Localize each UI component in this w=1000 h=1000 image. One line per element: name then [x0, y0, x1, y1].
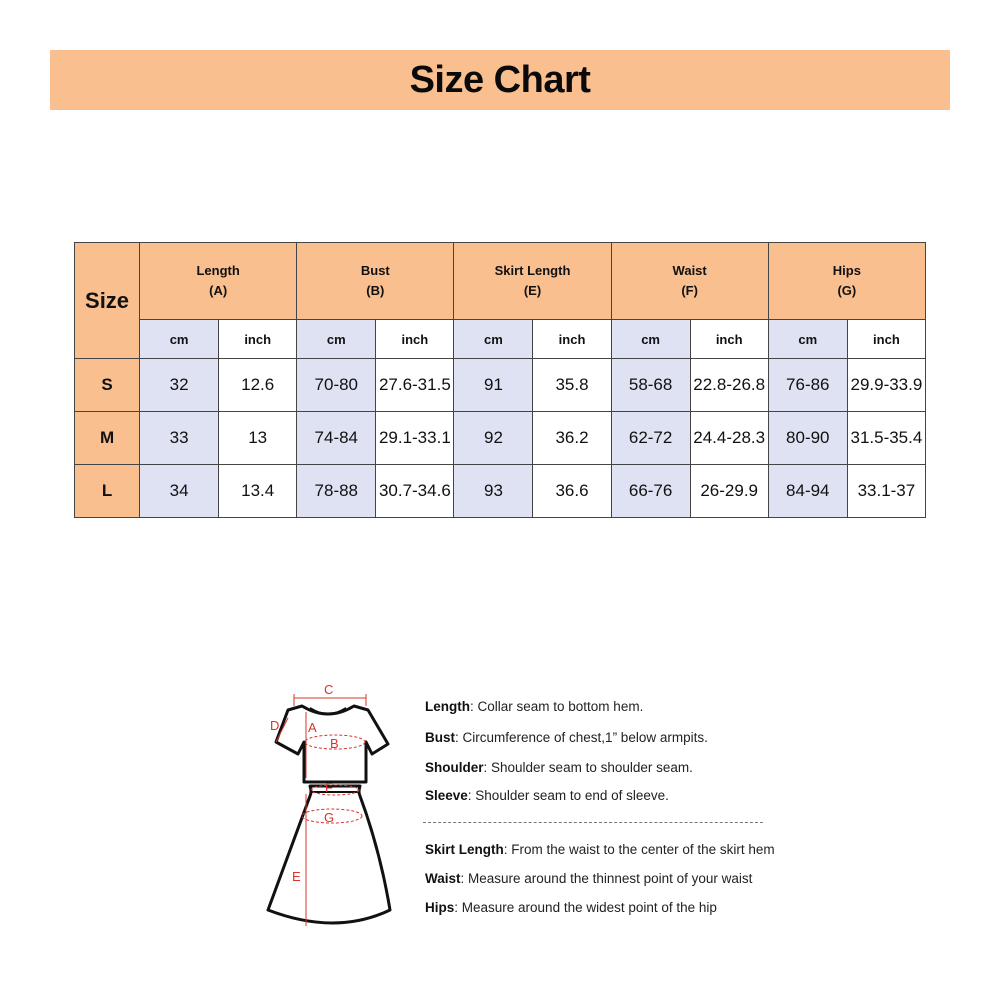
- desc-text: : Shoulder seam to shoulder seam.: [483, 760, 693, 775]
- table-cell: 13: [219, 412, 297, 465]
- table-cell: 93: [454, 465, 533, 518]
- table-cell: 32: [140, 359, 219, 412]
- title-banner: [50, 50, 950, 110]
- table-cell: 74-84: [297, 412, 376, 465]
- desc-text: : Measure around the widest point of the hip: [454, 900, 717, 915]
- desc-text: : From the waist to the center of the skirt hem: [503, 842, 775, 857]
- table-cell: 84-94: [768, 465, 847, 518]
- garment-diagram: [240, 680, 410, 940]
- header-hips: Hips (G): [768, 243, 925, 320]
- table-row: [75, 465, 926, 518]
- desc-shoulder: [425, 760, 693, 775]
- desc-text: : Circumference of chest,1” below armpits.: [455, 730, 708, 745]
- desc-skirt-length: [425, 842, 775, 857]
- page-title: Size Chart: [409, 58, 591, 101]
- desc-term: Length: [425, 699, 470, 714]
- table-cell: 58-68: [611, 359, 690, 412]
- label-d: D: [270, 718, 280, 733]
- unit-cm: cm: [297, 320, 376, 359]
- table-cell: 35.8: [533, 359, 611, 412]
- desc-text: : Shoulder seam to end of sleeve.: [467, 788, 669, 803]
- table-cell: 30.7-34.6: [376, 465, 454, 518]
- desc-term: Sleeve: [425, 788, 468, 803]
- header-skirt-length: Skirt Length (E): [454, 243, 611, 320]
- label-f: F: [325, 780, 333, 795]
- unit-inch: inch: [219, 320, 297, 359]
- desc-text: : Collar seam to bottom hem.: [470, 699, 644, 714]
- desc-waist: [425, 871, 752, 886]
- desc-term: Bust: [425, 730, 455, 745]
- table-cell: 24.4-28.3: [690, 412, 768, 465]
- table-cell: 29.9-33.9: [847, 359, 925, 412]
- label-b: B: [330, 736, 339, 751]
- table-cell: 34: [140, 465, 219, 518]
- skirt-outline: [268, 786, 390, 923]
- table-cell: 33: [140, 412, 219, 465]
- desc-bust: [425, 730, 708, 745]
- desc-sleeve: [425, 788, 669, 803]
- table-row: [75, 412, 926, 465]
- table-cell: 31.5-35.4: [847, 412, 925, 465]
- table-cell: 27.6-31.5: [376, 359, 454, 412]
- table-cell: 36.2: [533, 412, 611, 465]
- dashed-divider: [423, 822, 763, 823]
- label-e: E: [292, 869, 301, 884]
- desc-term: Shoulder: [425, 760, 484, 775]
- table-row: [75, 359, 926, 412]
- header-length: Length (A): [140, 243, 297, 320]
- table-cell: 78-88: [297, 465, 376, 518]
- header-bust: Bust (B): [297, 243, 454, 320]
- unit-inch: inch: [847, 320, 925, 359]
- desc-term: Hips: [425, 900, 455, 915]
- size-table: [74, 242, 926, 518]
- table-cell: 12.6: [219, 359, 297, 412]
- table-cell: 91: [454, 359, 533, 412]
- table-cell: 22.8-26.8: [690, 359, 768, 412]
- unit-cm: cm: [140, 320, 219, 359]
- unit-cm: cm: [768, 320, 847, 359]
- label-a: A: [308, 720, 317, 735]
- unit-inch: inch: [533, 320, 611, 359]
- table-cell: 92: [454, 412, 533, 465]
- unit-inch: inch: [376, 320, 454, 359]
- desc-term: Skirt Length: [425, 842, 504, 857]
- unit-inch: inch: [690, 320, 768, 359]
- label-c: C: [324, 682, 334, 697]
- label-g: G: [324, 810, 335, 825]
- size-header: Size: [75, 243, 140, 359]
- table-cell: 29.1-33.1: [376, 412, 454, 465]
- table-cell: 76-86: [768, 359, 847, 412]
- unit-cm: cm: [611, 320, 690, 359]
- row-size-label: S: [75, 359, 140, 412]
- table-cell: 66-76: [611, 465, 690, 518]
- table-cell: 13.4: [219, 465, 297, 518]
- table-cell: 62-72: [611, 412, 690, 465]
- desc-text: : Measure around the thinnest point of your waist: [460, 871, 753, 886]
- table-cell: 26-29.9: [690, 465, 768, 518]
- desc-hips: [425, 900, 717, 915]
- row-size-label: L: [75, 465, 140, 518]
- desc-term: Waist: [425, 871, 461, 886]
- row-size-label: M: [75, 412, 140, 465]
- table-cell: 33.1-37: [847, 465, 925, 518]
- desc-length: [425, 699, 643, 714]
- table-cell: 36.6: [533, 465, 611, 518]
- table-cell: 70-80: [297, 359, 376, 412]
- unit-cm: cm: [454, 320, 533, 359]
- table-cell: 80-90: [768, 412, 847, 465]
- header-waist: Waist (F): [611, 243, 768, 320]
